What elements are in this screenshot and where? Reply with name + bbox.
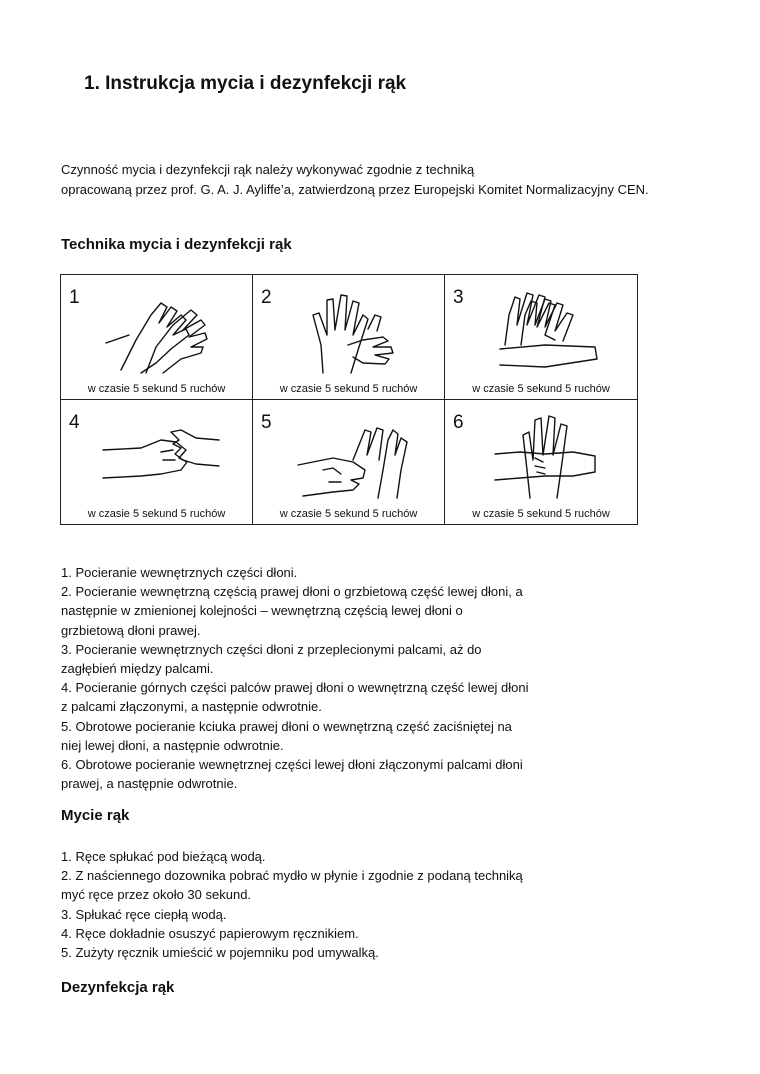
list-item: grzbietową dłoni prawej. xyxy=(61,622,201,638)
hands-interlaced-fingers-icon xyxy=(485,285,605,375)
list-item: 4. Pocieranie górnych części palców prawej dłoni o wewnętrzną część lewej dłoni xyxy=(61,680,529,696)
list-item: 5. Zużyty ręcznik umieścić w pojemniku pod umywalką. xyxy=(61,945,379,961)
list-item: 1. Pocieranie wewnętrznych części dłoni. xyxy=(61,565,298,580)
hands-palm-over-back-icon xyxy=(293,285,413,375)
step-caption: w czasie 5 sekund 5 ruchów xyxy=(279,508,418,520)
list-item: 3. Spłukać ręce ciepłą wodą. xyxy=(61,906,227,922)
step-caption: w czasie 5 sekund 5 ruchów xyxy=(87,382,226,395)
step-panel-2 xyxy=(253,275,445,400)
step-number: 4 xyxy=(69,411,80,433)
washing-heading: Mycie rąk xyxy=(61,807,130,824)
technique-heading: Technika mycia i dezynfekcji rąk xyxy=(61,236,292,253)
technique-descriptions xyxy=(61,563,581,793)
list-item: niej lewej dłoni, a następnie odwrotnie. xyxy=(61,737,284,753)
step-panel-3 xyxy=(445,275,637,400)
technique-steps-grid xyxy=(60,274,638,525)
step-number: 1 xyxy=(69,287,80,308)
intro-paragraph xyxy=(61,160,721,200)
step-number: 6 xyxy=(453,411,464,433)
list-item: 6. Obrotowe pocieranie wewnętrznej części lewej dłoni złączonymi palcami dłoni xyxy=(61,757,523,773)
hands-fingertips-on-palm-icon xyxy=(485,410,605,500)
disinfection-heading: Dezynfekcja rąk xyxy=(61,979,175,996)
hands-fingers-locked-icon xyxy=(101,410,221,500)
list-item: prawej, a następnie odwrotnie. xyxy=(61,776,238,792)
list-item: zagłębień między palcami. xyxy=(61,661,214,677)
step-panel-5 xyxy=(253,400,445,525)
list-item: następnie w zmienionej kolejności – wewnętrzną częścią lewej dłoni o xyxy=(61,603,463,619)
list-item: 5. Obrotowe pocieranie kciuka prawej dłoni o wewnętrzną część zaciśniętej na xyxy=(61,718,512,734)
step-number: 5 xyxy=(261,411,272,433)
list-item: 1. Ręce spłukać pod bieżącą wodą. xyxy=(61,849,266,864)
step-panel-6 xyxy=(445,400,637,525)
step-caption: w czasie 5 sekund 5 ruchów xyxy=(87,508,226,520)
step-caption: w czasie 5 sekund 5 ruchów xyxy=(472,382,610,395)
list-item: myć ręce przez około 30 sekund. xyxy=(61,887,252,903)
hands-palm-to-palm-icon xyxy=(101,285,221,375)
list-item: 2. Pocieranie wewnętrzną częścią prawej dłoni o grzbietową część lewej dłoni, a xyxy=(61,584,523,600)
step-number: 2 xyxy=(261,287,272,308)
step-number: 3 xyxy=(453,287,464,308)
intro-line-1: Czynność mycia i dezynfekcji rąk należy wykonywać zgodnie z techniką xyxy=(61,162,475,177)
step-caption: w czasie 5 sekund 5 ruchów xyxy=(279,382,418,395)
list-item: 3. Pocieranie wewnętrznych części dłoni z przeplecionymi palcami, aż do xyxy=(61,641,482,657)
intro-line-2: opracowaną przez prof. G. A. J. Ayliffe’a, zatwierdzoną przez Europejski Komitet Normalizacyjny CEN. xyxy=(61,182,649,197)
step-panel-1 xyxy=(61,275,253,400)
step-caption: w czasie 5 sekund 5 ruchów xyxy=(472,508,610,520)
list-item: 2. Z naściennego dozownika pobrać mydło w płynie i zgodnie z podaną techniką xyxy=(61,868,523,884)
hands-thumb-rotation-icon xyxy=(293,410,413,500)
washing-steps xyxy=(61,847,581,962)
step-panel-4 xyxy=(61,400,253,525)
list-item: z palcami złączonymi, a następnie odwrotnie. xyxy=(61,699,322,715)
list-item: 4. Ręce dokładnie osuszyć papierowym ręcznikiem. xyxy=(61,925,359,941)
page-title: 1. Instrukcja mycia i dezynfekcji rąk xyxy=(84,73,407,94)
